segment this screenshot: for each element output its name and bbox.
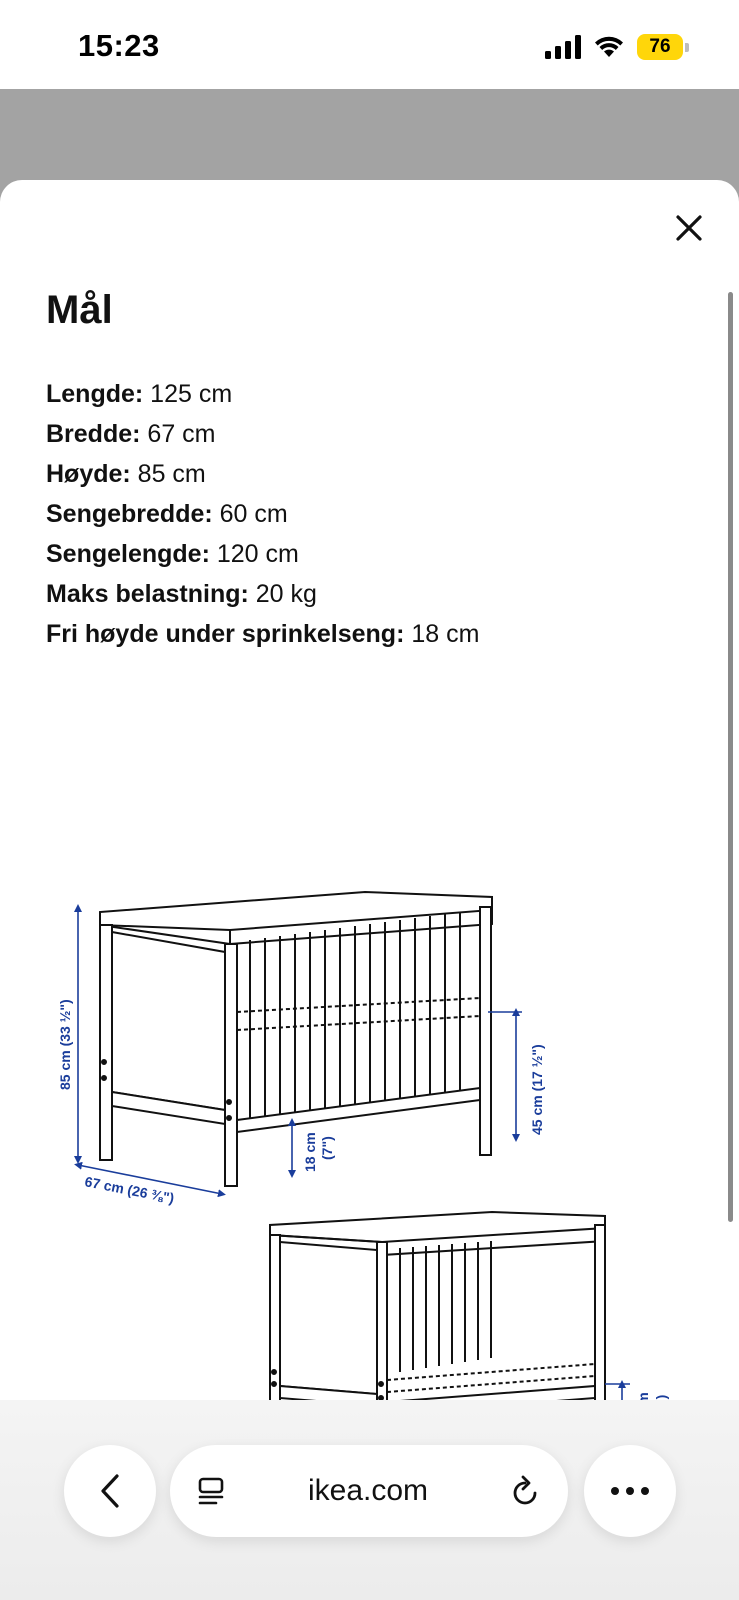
- depth-dimension-label: 67 cm (26 ⅜"): [83, 1173, 176, 1207]
- spec-value: 120 cm: [209, 540, 299, 568]
- more-button[interactable]: [584, 1445, 676, 1537]
- close-button[interactable]: [667, 206, 711, 250]
- spec-label: Sengebredde:: [46, 500, 213, 528]
- spec-label: Maks belastning:: [46, 580, 249, 608]
- spec-value: 18 cm: [404, 620, 480, 648]
- address-bar[interactable]: [170, 1445, 568, 1537]
- spec-value: 85 cm: [130, 460, 206, 488]
- spec-value: 60 cm: [212, 500, 288, 528]
- spec-bed-length: [46, 534, 479, 574]
- spec-height: [46, 454, 479, 494]
- spec-length: [46, 374, 479, 414]
- sheet-title: Mål: [46, 288, 113, 332]
- spec-label: Bredde:: [46, 420, 141, 448]
- close-icon: [675, 214, 703, 242]
- more-icon: [610, 1486, 650, 1496]
- side-height-dimension-label: 45 cm (17 ½"): [529, 1044, 545, 1135]
- cellular-signal-icon: [545, 35, 581, 59]
- crib-high-position-drawing: [100, 892, 492, 1186]
- clearance-dimension-label-1: 18 cm: [302, 1132, 318, 1172]
- url-text[interactable]: ikea.com: [307, 1474, 429, 1507]
- status-bar: [0, 0, 739, 89]
- battery-indicator: [637, 34, 689, 60]
- reload-icon[interactable]: [510, 1474, 542, 1508]
- spec-label: Lengde:: [46, 380, 144, 408]
- spec-width: [46, 414, 479, 454]
- height-dimension-label: 85 cm (33 ½"): [57, 999, 73, 1090]
- crib-dimension-diagram: [40, 700, 700, 1520]
- wifi-icon: [593, 35, 625, 59]
- crib-slats: [250, 912, 460, 1120]
- spec-label: Fri høyde under sprinkelseng:: [46, 620, 405, 648]
- spec-clearance: [46, 614, 479, 654]
- spec-value: 125 cm: [143, 380, 233, 408]
- spec-label: Høyde:: [46, 460, 131, 488]
- clearance-dimension-label-2: (7"): [319, 1136, 335, 1160]
- back-button[interactable]: [64, 1445, 156, 1537]
- battery-level: 76: [637, 34, 683, 60]
- status-icons: [545, 34, 689, 60]
- scrollbar[interactable]: [728, 292, 733, 1222]
- battery-tip: [685, 43, 689, 52]
- spec-value: 20 kg: [248, 580, 317, 608]
- spec-value: 67 cm: [140, 420, 216, 448]
- dimensions-sheet: [0, 180, 739, 1600]
- spec-max-load: [46, 574, 479, 614]
- status-time: 15:23: [78, 28, 160, 63]
- spec-list: [46, 374, 479, 654]
- spec-bed-width: [46, 494, 479, 534]
- spec-label: Sengelengde:: [46, 540, 210, 568]
- chevron-left-icon: [97, 1473, 123, 1509]
- low-crib-slats: [400, 1241, 491, 1372]
- browser-toolbar: [0, 1400, 739, 1600]
- reader-mode-icon[interactable]: [196, 1475, 226, 1507]
